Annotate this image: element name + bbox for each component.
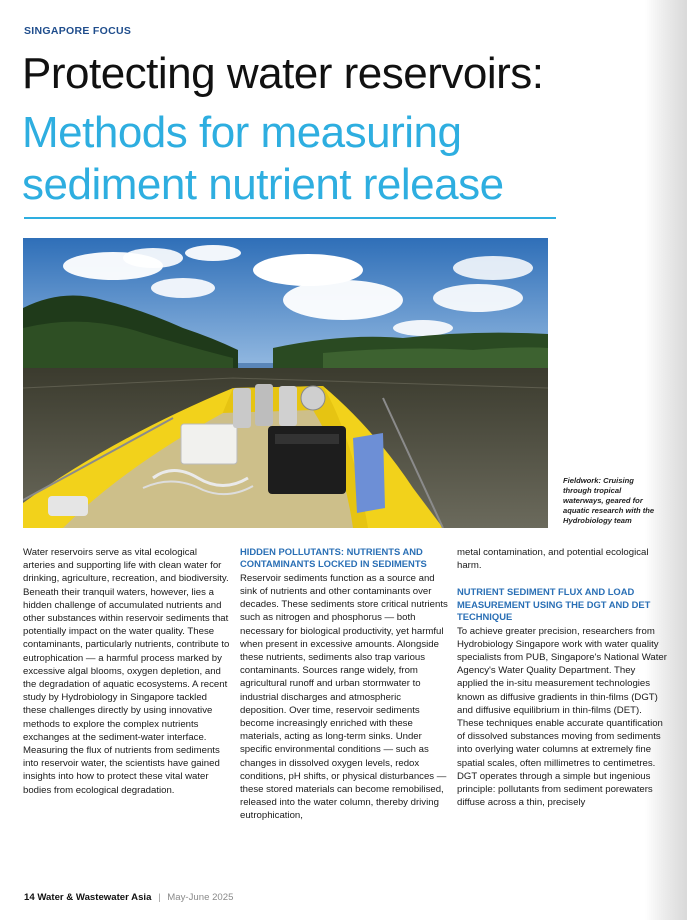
column-1 xyxy=(23,546,231,797)
section-2-paragraph: To achieve greater precision, researchers from Hydrobiology Singapore work with water quality specialists from PUB, Singapore's National Water Agency's Water Quality Department. They applied the in-situ measurement technologies known as diffusive gradients in thin-films (DGT) and diffusive equilibrium in thin-films (DET). These techniques enable accurate quantification of dissolved substances moving from sediments into overlying water columns at extremely fine spatial scales, often millimetres to centimetres. DGT operates through a simple but ingenious principle: pollutants from sediment porewaters diffuse across a thin, precisely xyxy=(457,625,667,809)
footer-separator: | xyxy=(158,892,161,903)
intro-paragraph: Water reservoirs serve as vital ecological arteries and supporting life with clean water for drinking, agriculture, recreation, and biodiversity. Beneath their tranquil waters, however, lies a hidden challenge of accumulated nutrients and other substances within reservoir sediments that potentially impact on the water quality. These contaminants, particularly nutrients, contribute to eutrophication — a harmful process marked by excessive algal blooms, oxygen depletion, and the degradation of aquatic ecosystems. A recent study by Hydrobiology in Singapore tackled these challenges directly by using innovative methods to explore the complex nutrients exchanges at the sediment-water interface. Measuring the flux of nutrients from sediments into reservoir water, the scientists have gained insights into how to protect these vital water bodies from ecological degradation. xyxy=(23,547,230,796)
issue-date: May-June 2025 xyxy=(167,892,234,903)
section-1-paragraph: Reservoir sediments function as a source and sink of nutrients and other contaminants over decades. These sediments store critical nutrients such as nitrogen and phosphorus — both necessary for biological productivity, yet harmful when present in excessive amounts. Alongside these nutrients, sediments also trap various contaminants. Sources range widely, from agricultural runoff and urban stormwater to industrial discharges and atmospheric deposition. Over time, reservoir sediments become increasingly enriched with these materials, acting as long-term sinks. Under specific environmental conditions — such as changes in dissolved oxygen levels, redox conditions, pH shifts, or physical disturbances — these stored materials can become remobilised, released into the water column, thereby driving eutrophication, xyxy=(240,572,448,822)
section-heading-hidden-pollutants: HIDDEN POLLUTANTS: NUTRIENTS AND CONTAMINANTS LOCKED IN SEDIMENTS xyxy=(240,546,427,570)
page-footer xyxy=(24,892,233,903)
title-divider xyxy=(24,217,556,219)
photo-caption: Fieldwork: Cruising through tropical waterways, geared for aquatic research with the Hydrobiology team xyxy=(563,476,655,525)
section-heading-dgt-det: NUTRIENT SEDIMENT FLUX AND LOAD MEASUREMENT USING THE DGT AND DET TECHNIQUE xyxy=(457,586,651,623)
section-1-continuation: metal contamination, and potential ecological harm. xyxy=(457,547,649,572)
boat-on-river-image xyxy=(23,238,548,528)
magazine-name: Water & Wastewater Asia xyxy=(37,892,152,903)
column-2 xyxy=(240,546,450,823)
page-number: 14 xyxy=(24,892,35,903)
section-tag: SINGAPORE FOCUS xyxy=(24,25,132,37)
article-subtitle: Methods for measuring sediment nutrient release xyxy=(22,108,504,209)
column-3 xyxy=(457,546,667,809)
article-title: Protecting water reservoirs: xyxy=(22,49,544,98)
fieldwork-photo xyxy=(23,238,548,528)
